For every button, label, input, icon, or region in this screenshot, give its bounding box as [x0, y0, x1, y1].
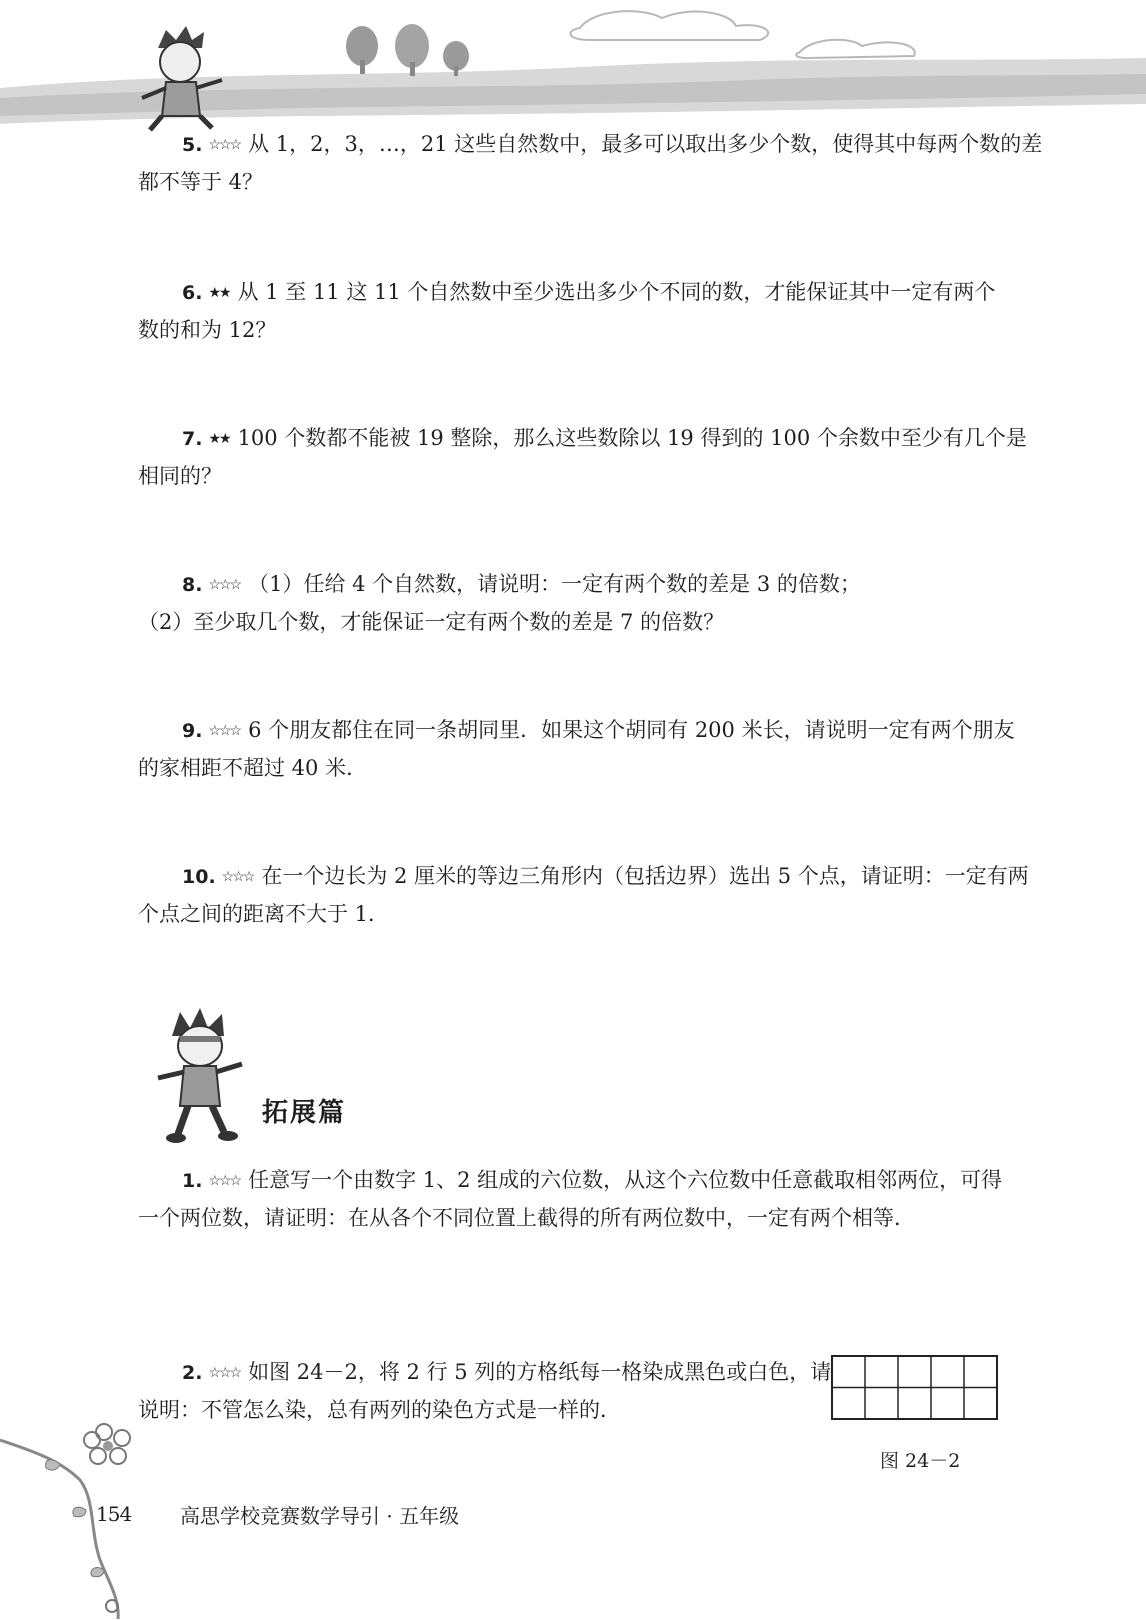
problem-9: [138, 712, 1018, 787]
problem-text: 相同的？: [138, 464, 222, 488]
difficulty-stars-icon: ☆☆☆: [208, 137, 241, 153]
header-illustration: [0, 0, 1146, 140]
problem-text: 数的和为 12？: [138, 318, 277, 342]
boy-mascot-icon: [150, 1006, 250, 1146]
problem-number: 9.: [182, 720, 203, 742]
problem-number: 10.: [182, 866, 216, 888]
difficulty-stars-icon: ☆☆☆: [208, 1365, 241, 1381]
problem-number: 6.: [182, 282, 203, 304]
difficulty-stars-icon: ☆☆☆: [221, 869, 254, 885]
problem-text: （2）至少取几个数，才能保证一定有两个数的差是 7 的倍数？: [138, 610, 725, 634]
page-number: 154: [96, 1502, 132, 1526]
problem-text: 如图 24－2，将 2 行 5 列的方格纸每一格染成黑色或白色，请: [248, 1360, 832, 1384]
problem-text: 都不等于 4？: [138, 170, 264, 194]
problem-text: 的家相距不超过 40 米．: [138, 756, 368, 780]
extension-problem-2: [138, 1354, 832, 1429]
problem-number: 5.: [182, 134, 203, 156]
problem-text: 从 1，2，3，…，21 这些自然数中，最多可以取出多少个数，使得其中每两个数的差: [248, 132, 1043, 156]
problem-number: 8.: [182, 574, 203, 596]
difficulty-stars-icon: ★★: [208, 285, 230, 301]
problem-text: （1）任给 4 个自然数，请说明：一定有两个数的差是 3 的倍数；: [248, 572, 861, 596]
figure-caption: 图 24－2: [880, 1450, 961, 1472]
problem-6: [138, 274, 1018, 349]
problem-number: 2.: [182, 1362, 203, 1384]
problem-text: 在一个边长为 2 厘米的等边三角形内（包括边界）选出 5 个点，请证明：一定有两: [261, 864, 1029, 888]
book-title: 高思学校竞赛数学导引 · 五年级: [180, 1504, 460, 1528]
problem-text: 6 个朋友都住在同一条胡同里．如果这个胡同有 200 米长，请说明一定有两个朋友: [248, 718, 1015, 742]
difficulty-stars-icon: ☆☆☆: [208, 577, 241, 593]
problem-text: 说明：不管怎么染，总有两列的染色方式是一样的．: [138, 1398, 621, 1422]
problem-number: 1.: [182, 1170, 203, 1192]
problem-5: [138, 126, 1043, 201]
problem-text: 任意写一个由数字 1、2 组成的六位数，从这个六位数中任意截取相邻两位，可得: [248, 1168, 1003, 1192]
flower-vine-icon: [0, 1420, 180, 1620]
difficulty-stars-icon: ☆☆☆: [208, 723, 241, 739]
problem-text: 从 1 至 11 这 11 个自然数中至少选出多少个不同的数，才能保证其中一定有两个: [237, 280, 996, 304]
difficulty-stars-icon: ☆☆☆: [208, 1173, 241, 1189]
problem-text: 一个两位数，请证明：在从各个不同位置上截得的所有两位数中，一定有两个相等．: [138, 1206, 915, 1230]
problem-10: [138, 858, 1029, 933]
problem-text: 100 个数都不能被 19 整除，那么这些数除以 19 得到的 100 个余数中至少有几个是: [237, 426, 1027, 450]
problem-8: [138, 566, 1018, 641]
problem-text: 个点之间的距离不大于 1．: [138, 902, 390, 926]
difficulty-stars-icon: ★★: [208, 431, 230, 447]
problem-7: [138, 420, 1027, 495]
grid-figure: [830, 1354, 1002, 1424]
section-title: 拓展篇: [262, 1098, 347, 1128]
extension-problem-1: [138, 1162, 1018, 1237]
problem-number: 7.: [182, 428, 203, 450]
